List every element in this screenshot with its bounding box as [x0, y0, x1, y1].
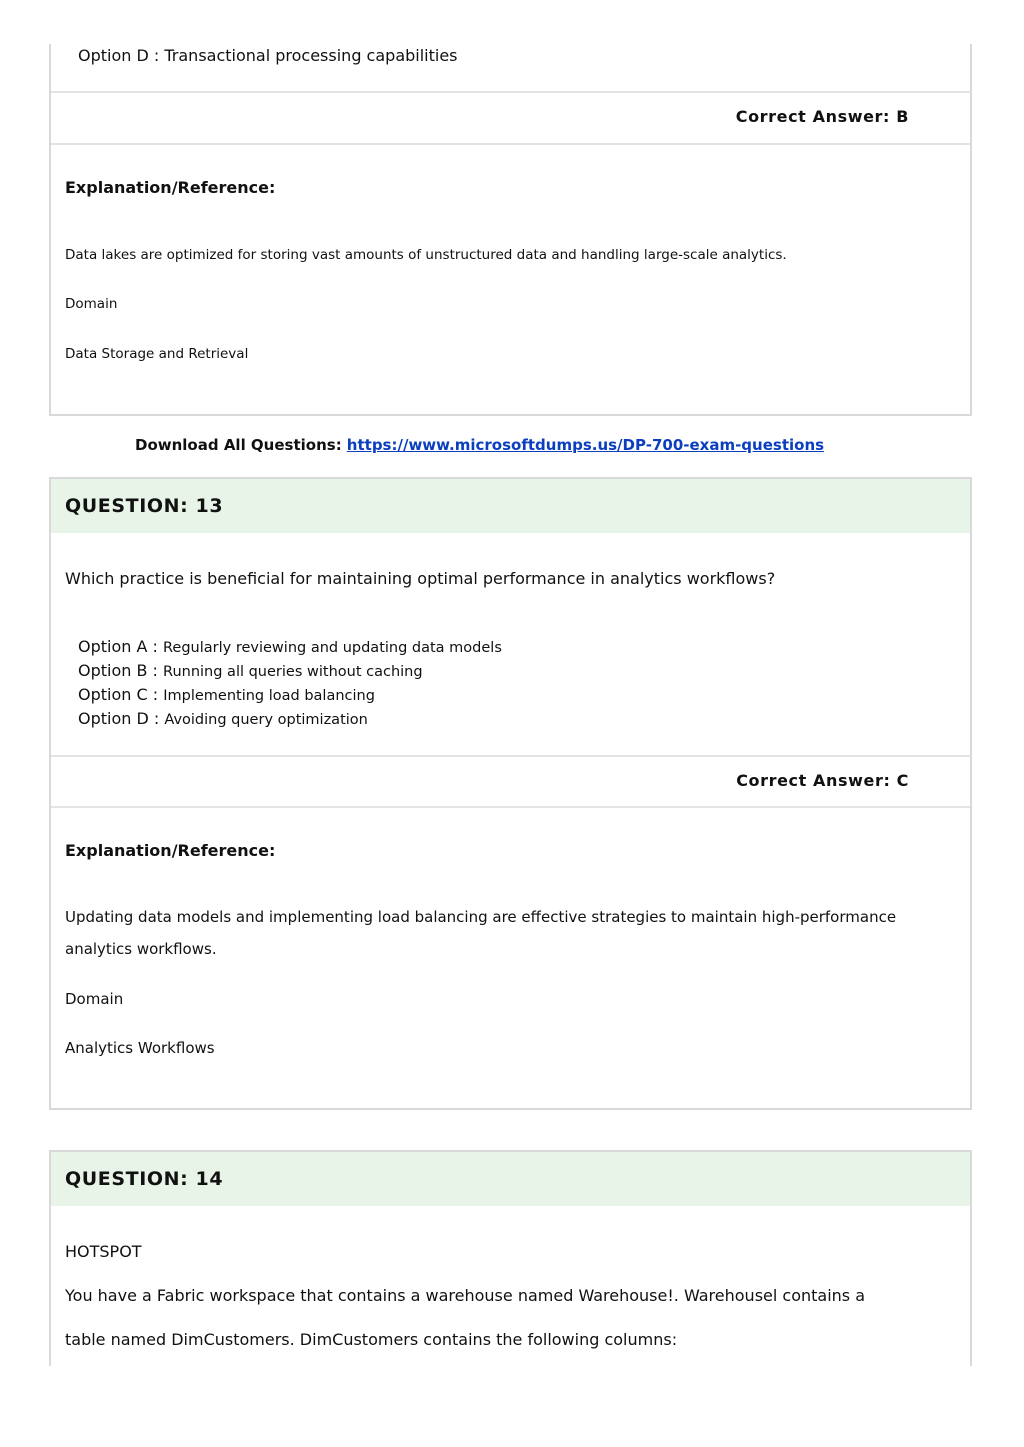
question-text: table named DimCustomers. DimCustomers contains the following columns: — [65, 1330, 678, 1349]
download-link[interactable]: https://www.microsoftdumps.us/DP-700-exam-questions — [346, 436, 825, 454]
download-label: Download All Questions: — [135, 436, 342, 454]
explanation-text: Updating data models and implementing load balancing are effective strategies to maintain high-performance — [65, 908, 897, 926]
option-label: Option B : — [78, 661, 158, 680]
download-line — [135, 435, 824, 454]
domain-value: Data Storage and Retrieval — [65, 346, 249, 362]
option-d-label: Option D : — [78, 46, 160, 65]
question-12-card — [49, 44, 972, 416]
option-a-row — [78, 637, 502, 656]
correct-answer: Correct Answer: C — [736, 771, 909, 790]
domain-label: Domain — [65, 990, 124, 1008]
option-text: Regularly reviewing and updating data models — [163, 640, 502, 656]
domain-value: Analytics Workflows — [65, 1039, 215, 1057]
explanation-text: analytics workflows. — [65, 940, 217, 958]
option-label: Option C : — [78, 685, 159, 704]
explanation-heading: Explanation/Reference: — [65, 841, 276, 860]
option-text: Avoiding query optimization — [164, 712, 368, 728]
divider — [51, 806, 970, 808]
option-label: Option D : — [78, 709, 160, 728]
option-text: Running all queries without caching — [163, 664, 423, 680]
option-d-row — [78, 709, 368, 728]
divider — [51, 91, 970, 93]
divider — [51, 143, 970, 145]
option-label: Option A : — [78, 637, 158, 656]
option-text: Implementing load balancing — [163, 688, 375, 704]
option-b-row — [78, 661, 423, 680]
question-header — [51, 479, 970, 533]
question-type: HOTSPOT — [65, 1242, 142, 1261]
question-title: QUESTION: 13 — [65, 495, 224, 517]
divider — [51, 755, 970, 757]
correct-answer: Correct Answer: B — [735, 107, 909, 126]
option-c-row — [78, 685, 375, 704]
question-header — [51, 1152, 970, 1206]
question-title: QUESTION: 14 — [65, 1168, 224, 1190]
explanation-heading: Explanation/Reference: — [65, 178, 276, 197]
explanation-text: Data lakes are optimized for storing vast amounts of unstructured data and handling large-scale analytics. — [65, 247, 787, 263]
question-text: You have a Fabric workspace that contains a warehouse named Warehouse!. Warehousel contains a — [65, 1286, 866, 1305]
domain-label: Domain — [65, 296, 118, 312]
option-d-text: Transactional processing capabilities — [164, 46, 458, 65]
question-13-card — [49, 477, 972, 1110]
question-text: Which practice is beneficial for maintaining optimal performance in analytics workflows? — [65, 569, 776, 588]
option-d-row — [78, 46, 458, 65]
page-bottom-margin — [0, 1366, 1024, 1447]
